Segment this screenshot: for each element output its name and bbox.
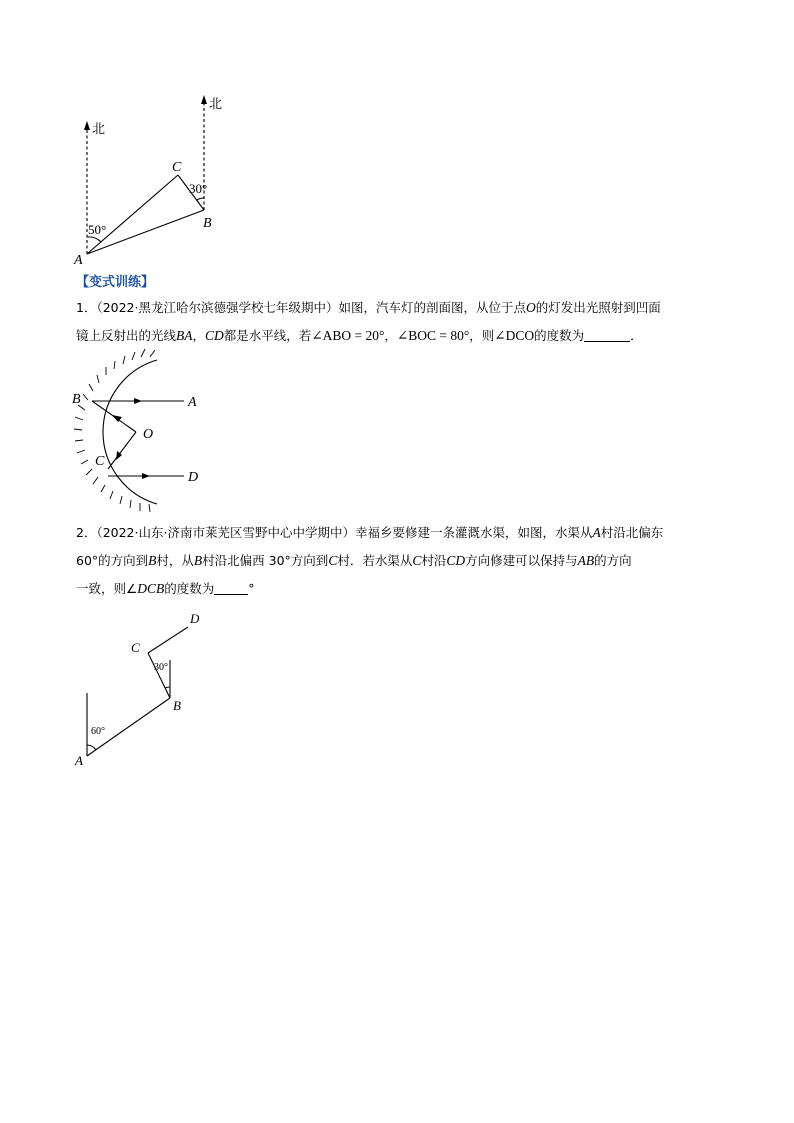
question-2-seg-ab: AB bbox=[577, 553, 595, 568]
figure-bearing-abc bbox=[0, 0, 260, 270]
figure-concave-mirror bbox=[60, 345, 220, 520]
north-label-left: 北 bbox=[92, 121, 106, 136]
angle-label-a: 50° bbox=[88, 222, 107, 237]
question-1-text-5: ，则 bbox=[469, 328, 495, 343]
question-2-village-b: B bbox=[148, 553, 157, 568]
question-2-village-a: A bbox=[592, 525, 601, 540]
question-1-number: 1． bbox=[76, 300, 97, 315]
arrow-on-cd bbox=[142, 473, 150, 479]
question-2-text-11: 的度数为 bbox=[164, 581, 215, 596]
question-2-ask: DCB bbox=[137, 581, 165, 596]
question-2-text-4: 村，从 bbox=[156, 553, 194, 568]
north-arrow-b bbox=[201, 95, 207, 104]
question-1-text-3: 镜上反射出的光线 bbox=[76, 328, 177, 343]
section-heading: 【变式训练】 bbox=[76, 275, 155, 290]
point-label-a: A bbox=[75, 753, 83, 768]
point-label-c: C bbox=[95, 454, 105, 469]
figure-canal bbox=[60, 605, 220, 775]
question-1-ray-ba: BA bbox=[176, 328, 193, 343]
question-2-text-7: 村沿 bbox=[421, 553, 447, 568]
question-2-text-6: 村．若水渠从 bbox=[337, 553, 413, 568]
question-2-text-9: 的方向 bbox=[594, 553, 632, 568]
question-1-point-o: O bbox=[526, 300, 536, 315]
point-label-c: C bbox=[172, 160, 182, 175]
angle-label-b: 30° bbox=[189, 181, 208, 196]
angle-arc-b bbox=[197, 198, 204, 200]
point-label-b: B bbox=[203, 216, 212, 231]
north-label-right: 北 bbox=[209, 96, 223, 111]
segment-cd bbox=[148, 627, 188, 653]
question-2 bbox=[76, 519, 736, 603]
point-label-o: O bbox=[143, 427, 154, 442]
segment-bc bbox=[148, 653, 170, 698]
question-1 bbox=[76, 294, 736, 350]
question-2-number: 2． bbox=[76, 525, 97, 540]
point-label-a: A bbox=[188, 395, 197, 410]
point-label-b: B bbox=[72, 392, 81, 407]
question-1-sep: ， bbox=[192, 328, 206, 343]
angle-arc-a bbox=[87, 237, 101, 242]
question-1-sep-2: ， bbox=[384, 328, 397, 343]
question-1-line-1 bbox=[76, 294, 736, 322]
point-label-a: A bbox=[74, 253, 83, 268]
question-2-text-10: 一致，则∠ bbox=[76, 581, 138, 596]
question-2-line-3 bbox=[76, 575, 736, 603]
question-2-answer-blank[interactable] bbox=[214, 582, 248, 595]
question-2-text-5: 村沿北偏西 30°方向到 bbox=[202, 553, 329, 568]
point-label-c: C bbox=[131, 640, 140, 655]
ray-oc bbox=[108, 432, 136, 469]
question-2-seg-cd: CD bbox=[446, 553, 466, 568]
question-2-line-2 bbox=[76, 547, 736, 575]
point-label-d: D bbox=[190, 611, 200, 626]
angle-arc-b bbox=[165, 687, 170, 688]
north-arrow-a bbox=[84, 121, 90, 130]
question-1-ray-cd: CD bbox=[205, 328, 224, 343]
question-1-condition-1: ∠ABO = 20° bbox=[311, 328, 385, 343]
question-1-condition-2: ∠BOC = 80° bbox=[396, 328, 470, 343]
question-1-end: ． bbox=[630, 328, 643, 343]
question-1-text-4: 都是水平线，若 bbox=[223, 328, 312, 343]
arrow-on-ba bbox=[134, 398, 142, 404]
question-1-answer-blank[interactable] bbox=[584, 329, 630, 342]
question-2-text-8: 方向修建可以保持与 bbox=[465, 553, 578, 568]
point-label-d: D bbox=[188, 470, 199, 485]
angle-label-b: 30° bbox=[154, 662, 168, 673]
question-2-village-b-2: B bbox=[193, 553, 203, 568]
point-label-b: B bbox=[173, 698, 181, 713]
question-2-text-2: 村沿北偏东 bbox=[600, 525, 664, 540]
question-2-village-c: C bbox=[328, 553, 338, 568]
angle-arc-a bbox=[87, 745, 96, 750]
question-2-text-3: 60°的方向到 bbox=[76, 553, 149, 568]
question-2-source: （2022·山东·济南市莱芜区雪野中心中学期中） bbox=[96, 525, 355, 540]
question-1-ask: ∠DCO bbox=[494, 328, 535, 343]
question-2-line-1 bbox=[76, 519, 736, 547]
question-2-end: ° bbox=[248, 581, 255, 596]
question-2-text: 幸福乡要修建一条灌溉水渠，如图，水渠从 bbox=[354, 525, 593, 540]
angle-label-a: 60° bbox=[91, 726, 105, 737]
question-2-village-c-2: C bbox=[412, 553, 422, 568]
question-1-source: （2022·黑龙江哈尔滨德强学校七年级期中） bbox=[96, 300, 339, 315]
question-1-text-6: 的度数为 bbox=[534, 328, 585, 343]
question-1-text: 如图，汽车灯的剖面图，从位于点 bbox=[338, 300, 527, 315]
question-1-text-2: 的灯发出光照射到凹面 bbox=[535, 300, 661, 315]
